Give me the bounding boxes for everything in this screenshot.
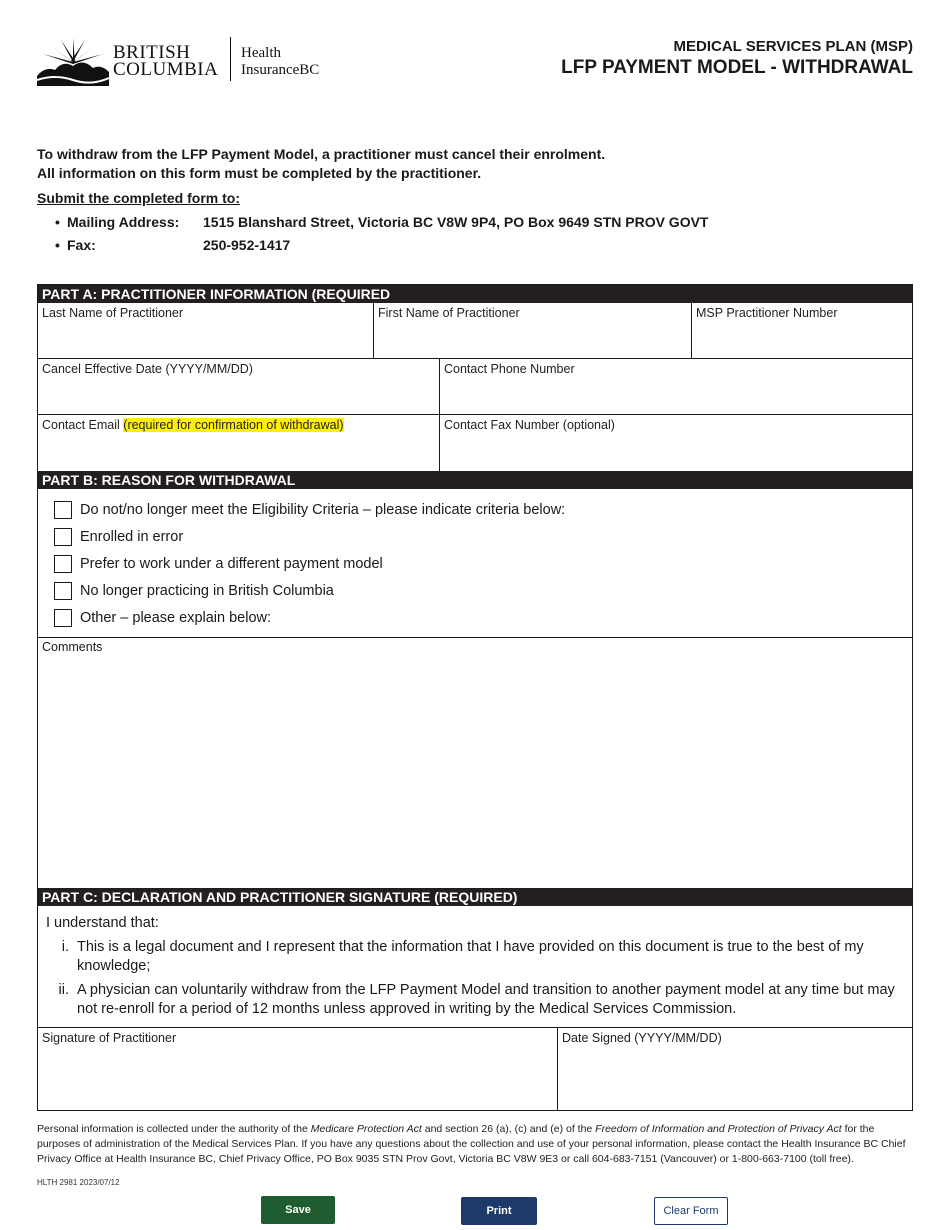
email-label: Contact Email bbox=[42, 418, 124, 432]
checkbox[interactable] bbox=[54, 555, 72, 573]
part-a-row3 bbox=[38, 415, 912, 471]
last-name-field[interactable] bbox=[38, 303, 373, 358]
privacy-text: for the purposes of administration of the Medical Services Plan. If you have any questions about the collection and use of your personal information, please contact the Health Insurance BC Chief Privacy Office at Health Insurance BC, Chief Privacy Office, PO Box 9035 STN Prov Govt, Victoria BC V8W 9E3 or call 604-683-7151 (Vancouver) or 1-800-663-7100 (toll free). bbox=[37, 1123, 906, 1165]
reason-label: Other – please explain below: bbox=[80, 609, 272, 626]
mailing-label: Mailing Address: bbox=[67, 214, 180, 230]
phone-field[interactable] bbox=[439, 359, 912, 414]
title-line1: MEDICAL SERVICES PLAN (MSP) bbox=[673, 38, 913, 55]
fax-label: Fax: bbox=[67, 237, 96, 253]
org-line2: InsuranceBC bbox=[241, 62, 320, 78]
withdrawal-form bbox=[37, 284, 913, 1111]
reason-label: Do not/no longer meet the Eligibility Criteria – please indicate criteria below: bbox=[80, 502, 566, 519]
checkbox[interactable] bbox=[54, 609, 72, 627]
declaration-item bbox=[46, 981, 904, 1019]
cancel-date-label: Cancel Effective Date (YYYY/MM/DD) bbox=[42, 362, 253, 376]
reason-list bbox=[38, 489, 912, 638]
submit-title: Submit the completed form to: bbox=[37, 190, 240, 206]
privacy-act-name: Freedom of Information and Protection of Privacy Act bbox=[595, 1123, 842, 1135]
first-name-label: First Name of Practitioner bbox=[378, 306, 520, 320]
fax-address bbox=[55, 237, 290, 253]
bc-logo bbox=[37, 34, 337, 90]
privacy-text: and section 26 (a), (c) and (e) of the bbox=[421, 1123, 596, 1135]
declaration-item bbox=[46, 938, 904, 976]
privacy-notice bbox=[37, 1122, 913, 1167]
privacy-act-name: Medicare Protection Act bbox=[310, 1123, 422, 1135]
mailing-value: 1515 Blanshard Street, Victoria BC V8W 9P4, PO Box 9649 STN PROV GOVT bbox=[203, 214, 709, 230]
clear-form-button[interactable]: Clear Form bbox=[654, 1197, 728, 1225]
reason-not-practicing[interactable] bbox=[54, 577, 912, 604]
form-number: HLTH 2981 2023/07/12 bbox=[37, 1178, 120, 1187]
part-a-heading: PART A: PRACTITIONER INFORMATION (REQUIRED bbox=[38, 285, 912, 303]
fax-field[interactable] bbox=[439, 415, 912, 471]
save-button[interactable]: Save bbox=[261, 1196, 335, 1224]
form-title bbox=[561, 38, 913, 80]
brand-line1: BRITISH bbox=[113, 42, 191, 63]
bullet-icon: • bbox=[55, 214, 60, 230]
cancel-date-field[interactable] bbox=[38, 359, 439, 414]
date-signed-label: Date Signed (YYYY/MM/DD) bbox=[562, 1030, 722, 1045]
org-line1: Health bbox=[241, 45, 281, 61]
part-c-heading: PART C: DECLARATION AND PRACTITIONER SIGNATURE (REQUIRED) bbox=[38, 888, 912, 906]
checkbox[interactable] bbox=[54, 582, 72, 600]
msp-number-label: MSP Practitioner Number bbox=[696, 306, 838, 320]
brand-line2: COLUMBIA bbox=[113, 59, 219, 80]
last-name-label: Last Name of Practitioner bbox=[42, 306, 184, 320]
part-b-heading: PART B: REASON FOR WITHDRAWAL bbox=[38, 471, 912, 489]
declaration bbox=[38, 906, 912, 1028]
hibc-wordmark bbox=[241, 45, 319, 79]
item-text: A physician can voluntarily withdraw from the LFP Payment Model and transition to another payment model at any time but may not re-enroll for a period of 12 months unless approved in writing by the Medical Services Commission. bbox=[77, 981, 895, 1017]
email-field[interactable] bbox=[38, 415, 439, 471]
item-number: ii. bbox=[58, 981, 69, 998]
declaration-intro: I understand that: bbox=[46, 914, 159, 931]
checkbox[interactable] bbox=[54, 501, 72, 519]
signature-field[interactable] bbox=[38, 1028, 557, 1110]
intro-text bbox=[37, 145, 917, 183]
logo-divider bbox=[230, 37, 231, 81]
checkbox[interactable] bbox=[54, 528, 72, 546]
mailing-address bbox=[55, 214, 708, 230]
part-a-row2 bbox=[38, 359, 912, 415]
reason-label: No longer practicing in British Columbia bbox=[80, 582, 334, 599]
print-button[interactable]: Print bbox=[461, 1197, 537, 1225]
intro-line1: To withdraw from the LFP Payment Model, a practitioner must cancel their enrolment. bbox=[37, 146, 606, 162]
bc-sun-mountain-icon bbox=[37, 36, 109, 86]
bc-wordmark bbox=[113, 44, 218, 78]
signature-label: Signature of Practitioner bbox=[42, 1030, 177, 1045]
fax-field-label: Contact Fax Number (optional) bbox=[444, 418, 615, 432]
reason-label: Prefer to work under a different payment model bbox=[80, 555, 383, 572]
privacy-text: Personal information is collected under the authority of the bbox=[37, 1123, 311, 1135]
bullet-icon: • bbox=[55, 237, 60, 253]
msp-number-field[interactable] bbox=[691, 303, 912, 358]
reason-eligibility[interactable] bbox=[54, 497, 912, 524]
signature-row bbox=[38, 1028, 912, 1110]
reason-label: Enrolled in error bbox=[80, 529, 184, 546]
part-a-row1 bbox=[38, 303, 912, 359]
intro-line2: All information on this form must be completed by the practitioner. bbox=[37, 165, 482, 181]
reason-other[interactable] bbox=[54, 604, 912, 631]
comments-label: Comments bbox=[42, 639, 103, 654]
title-line2: LFP PAYMENT MODEL - WITHDRAWAL bbox=[561, 57, 913, 78]
item-number: i. bbox=[61, 938, 69, 955]
comments-field[interactable] bbox=[38, 638, 912, 888]
reason-different-model[interactable] bbox=[54, 551, 912, 578]
first-name-field[interactable] bbox=[373, 303, 691, 358]
fax-value: 250-952-1417 bbox=[203, 237, 291, 253]
item-text: This is a legal document and I represent that the information that I have provided on this document is true to the best of my knowledge; bbox=[77, 938, 864, 974]
reason-enrolled-in-error[interactable] bbox=[54, 524, 912, 551]
email-required-note: (required for confirmation of withdrawal) bbox=[123, 418, 344, 432]
date-signed-field[interactable] bbox=[557, 1028, 912, 1110]
phone-label: Contact Phone Number bbox=[444, 362, 575, 376]
